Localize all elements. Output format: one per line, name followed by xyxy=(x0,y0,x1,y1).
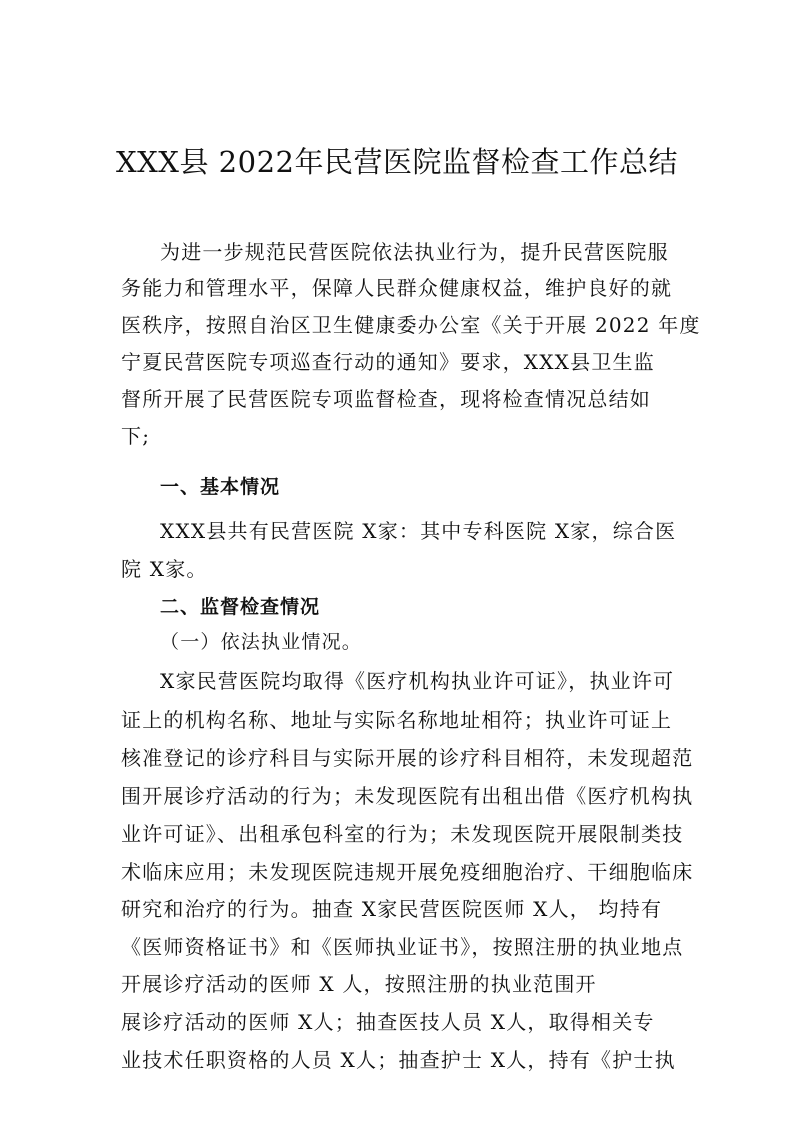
paragraph-line: 督所开展了民营医院专项监督检查，现将检查情况总结如 xyxy=(121,387,651,411)
paragraph-line: 证上的机构名称、地址与实际名称地址相符；执业许可证上 xyxy=(121,708,673,732)
paragraph-line: 宁夏民营医院专项巡查行动的通知》要求，XXX县卫生监 xyxy=(121,350,655,374)
paragraph-line: 院 X家。 xyxy=(121,557,208,581)
paragraph-line: 开展诊疗活动的医师 X 人，按照注册的执业范围开 xyxy=(121,972,597,996)
paragraph-line: 围开展诊疗活动的行为；未发现医院有出租出借《医疗机构执 xyxy=(121,784,694,808)
paragraph-line: 业技术任职资格的人员 X人；抽查护士 X人，持有《护士执 xyxy=(121,1048,676,1072)
paragraph-line: X家民营医院均取得《医疗机构执业许可证》，执业许可 xyxy=(160,669,675,693)
paragraph-line: 术临床应用；未发现医院违规开展免疫细胞治疗、干细胞临床 xyxy=(121,860,694,884)
section-heading: 一、基本情况 xyxy=(160,476,281,498)
paragraph-line: 展诊疗活动的医师 X人；抽查医技人员 X人，取得相关专 xyxy=(121,1010,655,1034)
paragraph-line: 医秩序，按照自治区卫生健康委办公室《关于开展 2022 年度 xyxy=(121,313,701,337)
paragraph-line: 为进一步规范民营医院依法执业行为，提升民营医院服 xyxy=(160,240,669,264)
paragraph-line: 《医师资格证书》和《医师执业证书》，按照注册的执业地点 xyxy=(121,935,684,959)
paragraph-line: XXX县共有民营医院 X家：其中专科医院 X家，综合医 xyxy=(160,519,677,543)
paragraph-line: 务能力和管理水平，保障人民群众健康权益，维护良好的就 xyxy=(121,276,673,300)
section-heading: 二、监督检查情况 xyxy=(160,596,321,618)
paragraph-line: 业许可证》、出租承包科室的行为；未发现医院开展限制类技 xyxy=(121,822,684,846)
paragraph-line: 研究和治疗的行为。抽查 X家民营医院医师 X人， 均持有 xyxy=(121,897,663,921)
paragraph-line: 下; xyxy=(121,424,151,448)
subsection-heading: （一）依法执业情况。 xyxy=(160,631,363,653)
paragraph-line: 核准登记的诊疗科目与实际开展的诊疗科目相符，未发现超范 xyxy=(121,746,694,770)
document-title: XXX县 2022年民营医院监督检查工作总结 xyxy=(116,145,678,179)
